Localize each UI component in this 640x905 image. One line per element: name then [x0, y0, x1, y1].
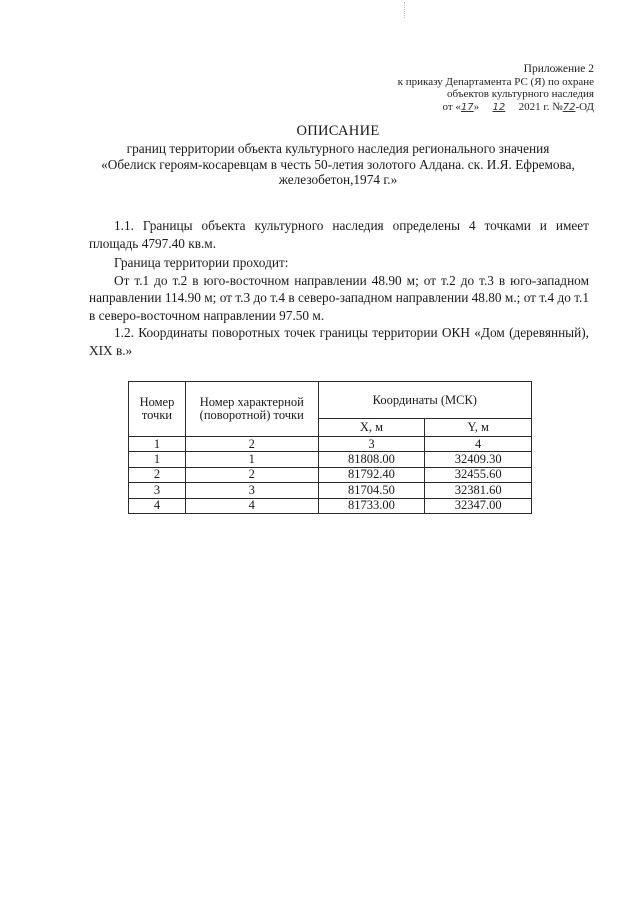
column-number: 2	[185, 437, 318, 452]
header-point-number: Номер точки	[129, 382, 186, 437]
table-row	[129, 467, 532, 483]
coordinates-table	[128, 381, 532, 514]
header-characteristic-point: Номер характерной (поворотной) точки	[185, 382, 318, 437]
column-number-row	[129, 437, 532, 452]
header-coordinates: Координаты (МСК)	[318, 382, 531, 419]
cell-characteristic-point: 3	[185, 483, 318, 499]
title-line-1: границ территории объекта культурного наследия регионального значения	[126, 140, 550, 156]
cell-x: 81808.00	[318, 452, 425, 468]
appendix-line-1: Приложение 2	[523, 63, 594, 75]
cell-y: 32381.60	[425, 483, 532, 499]
table-row	[129, 498, 532, 514]
handwritten-number: 72	[562, 101, 576, 113]
appendix-header	[334, 63, 594, 114]
handwritten-month: 12	[492, 101, 506, 113]
cell-characteristic-point: 1	[185, 452, 318, 468]
scan-mark	[404, 2, 408, 18]
title-line-2: «Обелиск героям-косаревцам в честь 50-летия золотого Алдана. ск. И.Я. Ефремова,	[101, 156, 575, 172]
cell-characteristic-point: 4	[185, 498, 318, 514]
handwritten-day: 17	[460, 101, 474, 113]
title-line-3: железобетон,1974 г.»	[278, 172, 398, 188]
cell-x: 81704.50	[318, 483, 425, 499]
cell-point-number: 1	[129, 452, 186, 468]
cell-characteristic-point: 2	[185, 467, 318, 483]
document-title	[88, 124, 588, 188]
column-number: 1	[129, 437, 186, 452]
column-number: 3	[318, 437, 425, 452]
cell-point-number: 4	[129, 498, 186, 514]
table-row	[129, 452, 532, 468]
table-header-row	[129, 382, 532, 419]
header-x: X, м	[318, 419, 425, 437]
cell-x: 81792.40	[318, 467, 425, 483]
paragraph-boundary-path: От т.1 до т.2 в юго-восточном направлении 48.90 м; от т.2 до т.3 в юго-западном направлении 114.90 м; от т.3 до т.4 в северо-западном направлении 48.80 м.; от т.4 до т.1 в северо-восточном направлении 97.50 м.	[89, 272, 589, 323]
description-body	[89, 217, 589, 359]
appendix-date-line: от «17» 12 2021 г. №72-ОД	[442, 100, 594, 113]
cell-x: 81733.00	[318, 498, 425, 514]
cell-point-number: 3	[129, 483, 186, 499]
paragraph-coordinates-intro: 1.2. Координаты поворотных точек границы территории ОКН «Дом (деревянный), XIX в.»	[89, 325, 589, 358]
appendix-line-3: объектов культурного наследия	[447, 88, 594, 101]
cell-y: 32347.00	[425, 498, 532, 514]
paragraph-area: 1.1. Границы объекта культурного наследия определены 4 точками и имеет площадь 4797.40 кв.м.	[89, 218, 589, 251]
paragraph-boundary-intro: Граница территории проходит:	[114, 255, 289, 270]
header-y: Y, м	[425, 419, 532, 437]
title-heading: ОПИСАНИЕ	[296, 123, 380, 139]
cell-point-number: 2	[129, 467, 186, 483]
cell-y: 32409.30	[425, 452, 532, 468]
appendix-line-2: к приказу Департамента РС (Я) по охране	[397, 75, 594, 88]
table-row	[129, 483, 532, 499]
cell-y: 32455.60	[425, 467, 532, 483]
column-number: 4	[425, 437, 532, 452]
